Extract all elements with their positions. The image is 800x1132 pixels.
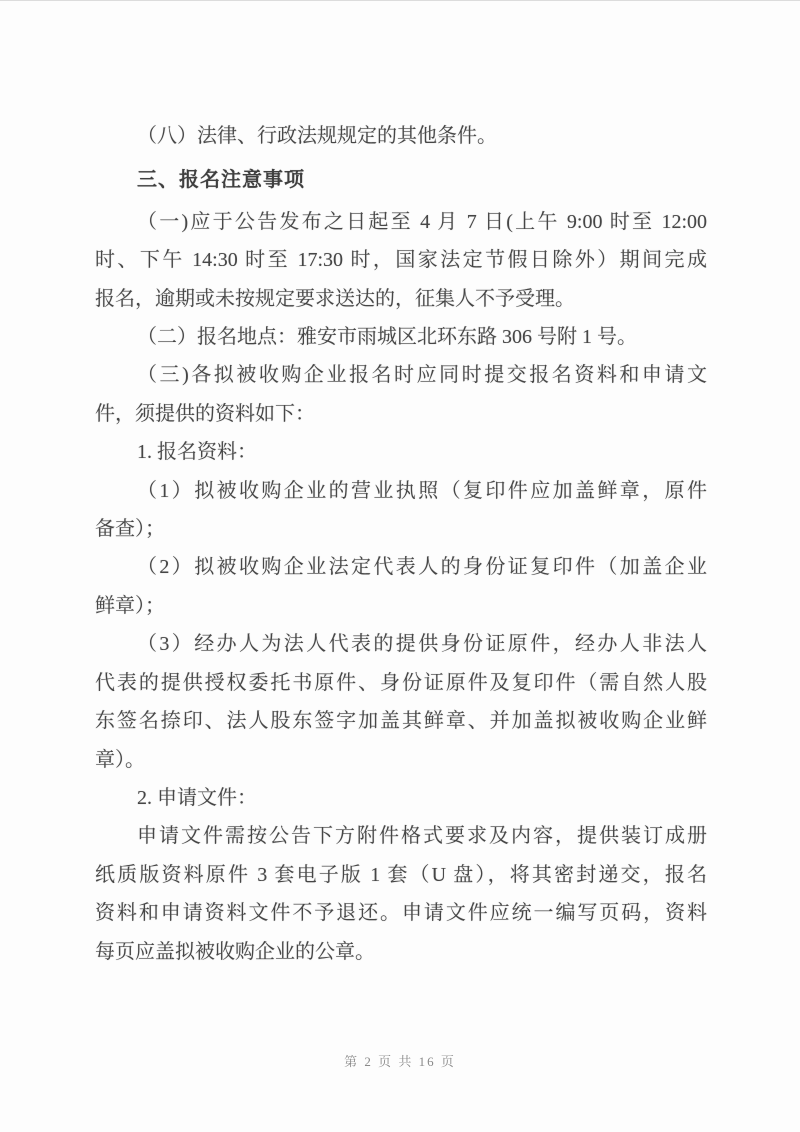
document-line: 资料和申请资料文件不予退还。申请文件应统一编写页码，资料	[95, 902, 707, 925]
document-line: 东签名捺印、法人股东签字加盖其鲜章、并加盖拟被收购企业鲜	[95, 710, 707, 733]
document-line: 鲜章）；	[95, 594, 165, 617]
document-line: （1）拟被收购企业的营业执照（复印件应加盖鲜章，原件	[137, 479, 707, 502]
document-line: （三)各拟被收购企业报名时应同时提交报名资料和申请文	[137, 364, 707, 387]
document-line: （一)应于公告发布之日起至 4 月 7 日(上午 9:00 时至 12:00	[137, 210, 707, 233]
document-line: 报名，逾期或未按规定要求送达的，征集人不予受理。	[95, 287, 575, 310]
page-number: 第 2 页 共 16 页	[344, 1054, 456, 1069]
document-line: 章）。	[95, 748, 145, 771]
document-line: （2）拟被收购企业法定代表人的身份证复印件（加盖企业	[137, 556, 707, 579]
document-line: 时、下午 14:30 时至 17:30 时，国家法定节假日除外）期间完成	[95, 249, 707, 272]
document-line: 代表的提供授权委托书原件、身份证原件及复印件（需自然人股	[95, 671, 707, 694]
document-line: （3）经办人为法人代表的提供身份证原件，经办人非法人	[137, 633, 707, 656]
section-heading: 三、报名注意事项	[137, 169, 305, 192]
document-line: （八）法律、行政法规规定的其他条件。	[137, 125, 497, 147]
document-line: （二）报名地点：雅安市雨城区北环东路 306 号附 1 号。	[137, 326, 637, 349]
document-line: 申请文件需按公告下方附件格式要求及内容，提供装订成册	[137, 825, 707, 848]
document-line: 1. 报名资料：	[137, 441, 257, 464]
document-line: 每页应盖拟被收购企业的公章。	[95, 940, 375, 963]
document-line: 件，须提供的资料如下：	[95, 402, 315, 425]
document-line: 2. 申请文件：	[137, 786, 257, 809]
document-body	[95, 117, 707, 971]
document-line: 备查）；	[95, 518, 165, 541]
document-line: 纸质版资料原件 3 套电子版 1 套（U 盘），将其密封递交，报名	[95, 863, 707, 886]
